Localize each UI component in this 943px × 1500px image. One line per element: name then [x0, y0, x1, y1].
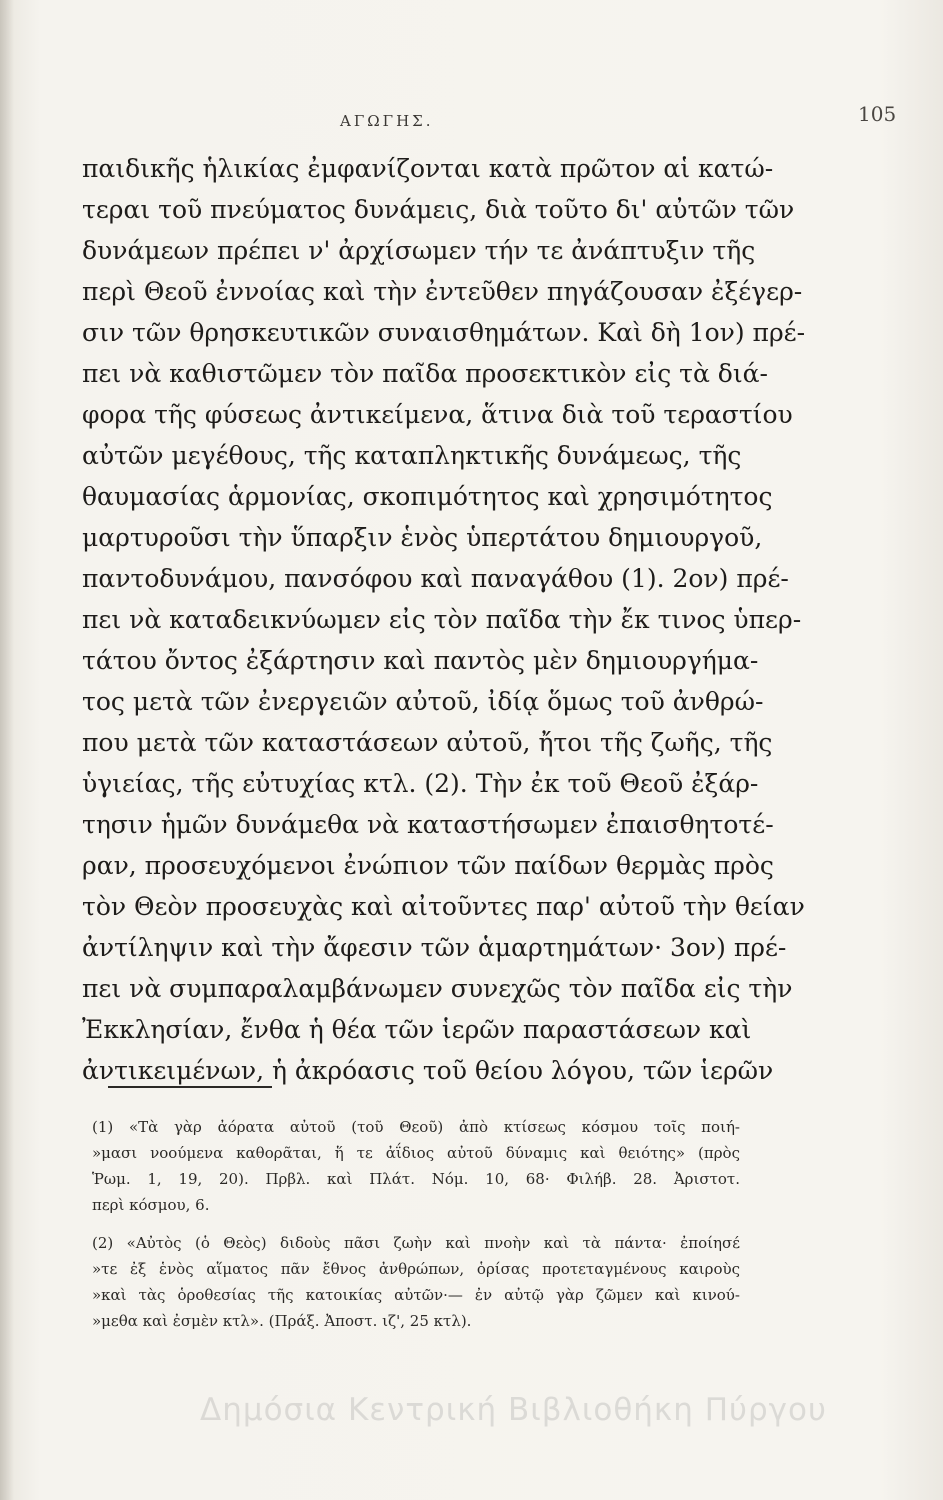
- body-line: τος μετὰ τῶν ἐνεργειῶν αὐτοῦ, ἰδίᾳ ὅμως τοῦ ἀνθρώ-: [82, 687, 764, 716]
- body-line: πει νὰ καταδεικνύωμεν εἰς τὸν παῖδα τὴν ἔκ τινος ὑπερ-: [82, 605, 802, 634]
- body-line: παντοδυνάμου, πανσόφου καὶ παναγάθου (1). 2ον) πρέ-: [82, 564, 789, 593]
- body-line: ραν, προσευχόμενοι ἐνώπιον τῶν παίδων θερμὰς πρὸς: [82, 851, 774, 880]
- body-line: περὶ Θεοῦ ἐννοίας καὶ τὴν ἐντεῦθεν πηγάζουσαν ἐξέγερ-: [82, 277, 803, 306]
- body-line: τεραι τοῦ πνεύματος δυνάμεις, διὰ τοῦτο δι' αὐτῶν τῶν: [82, 195, 795, 224]
- body-line: πει νὰ καθιστῶμεν τὸν παῖδα προσεκτικὸν εἰς τὰ διά-: [82, 359, 768, 388]
- footnote-2: [92, 1230, 740, 1334]
- body-line: παιδικῆς ἡλικίας ἐμφανίζονται κατὰ πρῶτον αἱ κατώ-: [82, 154, 774, 183]
- body-line: ἀντικειμένων, ἡ ἀκρόασις τοῦ θείου λόγου, τῶν ἱερῶν: [82, 1056, 774, 1085]
- page-number: 105: [858, 102, 897, 126]
- footnote-1: [92, 1114, 740, 1218]
- footnote-gap: [92, 1218, 740, 1230]
- footnote-line: (1) «Τὰ γὰρ ἀόρατα αὐτοῦ (τοῦ Θεοῦ) ἀπὸ κτίσεως κόσμου τοῖς ποιή-: [92, 1118, 740, 1136]
- body-line: τησιν ἡμῶν δυνάμεθα νὰ καταστήσωμεν ἐπαισθητοτέ-: [82, 810, 774, 839]
- body-line: μαρτυροῦσι τὴν ὕπαρξιν ἑνὸς ὑπερτάτου δημιουργοῦ,: [82, 523, 763, 552]
- footnote-rule: [108, 1086, 272, 1088]
- body-line: αὐτῶν μεγέθους, τῆς καταπληκτικῆς δυνάμεως, τῆς: [82, 441, 742, 470]
- body-line: φορα τῆς φύσεως ἀντικείμενα, ἅτινα διὰ τοῦ τεραστίου: [82, 400, 793, 429]
- footnotes: [92, 1114, 740, 1334]
- body-line: δυνάμεων πρέπει ν' ἀρχίσωμεν τήν τε ἀνάπτυξιν τῆς: [82, 236, 756, 265]
- body-line: θαυμασίας ἁρμονίας, σκοπιμότητος καὶ χρησιμότητος: [82, 482, 773, 511]
- body-line: τάτου ὄντος ἐξάρτησιν καὶ παντὸς μὲν δημιουργήμα-: [82, 646, 759, 675]
- body-line: τὸν Θεὸν προσευχὰς καὶ αἰτοῦντες παρ' αὐτοῦ τὴν θείαν: [82, 892, 805, 921]
- footnote-line: Ῥωμ. 1, 19, 20). Πρβλ. καὶ Πλάτ. Νόμ. 10, 68· Φιλήβ. 28. Ἀριστοτ.: [92, 1170, 740, 1188]
- footnote-line: »τε ἐξ ἑνὸς αἵματος πᾶν ἔθνος ἀνθρώπων, ὁρίσας προτεταγμένους καιροὺς: [92, 1260, 740, 1278]
- body-text: [82, 148, 806, 1091]
- body-line: ὑγιείας, τῆς εὐτυχίας κτλ. (2). Τὴν ἐκ τοῦ Θεοῦ ἐξάρ-: [82, 769, 759, 798]
- body-line: πει νὰ συμπαραλαμβάνωμεν συνεχῶς τὸν παῖδα εἰς τὴν: [82, 974, 793, 1003]
- footnote-line: »μασι νοούμενα καθορᾶται, ἥ τε ἀΐδιος αὐτοῦ δύναμις καὶ θειότης» (πρὸς: [92, 1144, 740, 1162]
- running-head: ΑΓΩΓΗΣ.: [340, 112, 434, 130]
- library-watermark: Δημόσια Κεντρική Βιβλιοθήκη Πύργου: [200, 1392, 827, 1428]
- footnote-line: (2) «Αὐτὸς (ὁ Θεὸς) διδοὺς πᾶσι ζωὴν καὶ πνοὴν καὶ τὰ πάντα· ἐποίησέ: [92, 1234, 740, 1252]
- body-line: ἀντίληψιν καὶ τὴν ἄφεσιν τῶν ἁμαρτημάτων· 3ον) πρέ-: [82, 933, 787, 962]
- body-line: που μετὰ τῶν καταστάσεων αὐτοῦ, ἤτοι τῆς ζωῆς, τῆς: [82, 728, 773, 757]
- body-line: Ἐκκλησίαν, ἔνθα ἡ θέα τῶν ἱερῶν παραστάσεων καὶ: [82, 1015, 752, 1044]
- binding-shadow: [0, 0, 14, 1500]
- footnote-line: »καὶ τὰς ὁροθεσίας τῆς κατοικίας αὐτῶν·— ἐν αὐτῷ γὰρ ζῶμεν καὶ κινού-: [92, 1286, 740, 1304]
- body-line: σιν τῶν θρησκευτικῶν συναισθημάτων. Καὶ δὴ 1ον) πρέ-: [82, 318, 806, 347]
- footnote-line: »μεθα καὶ ἐσμὲν κτλ». (Πράξ. Ἀποστ. ιζ', 25 κτλ).: [92, 1312, 472, 1330]
- footnote-line: περὶ κόσμου, 6.: [92, 1196, 210, 1214]
